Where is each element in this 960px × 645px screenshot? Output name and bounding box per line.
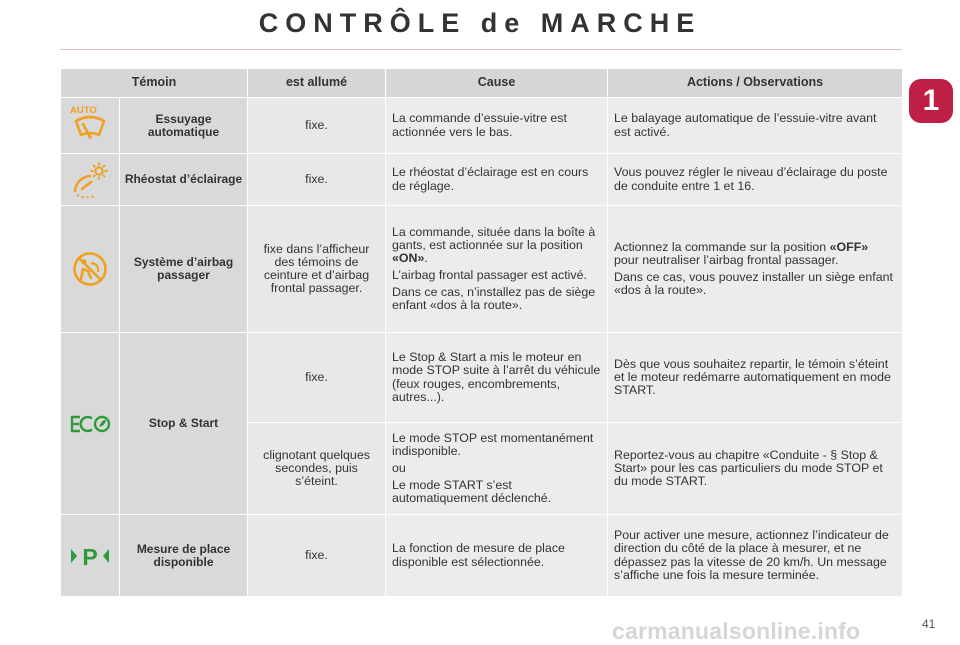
cause-cell [386, 206, 608, 333]
cause-text: ou [392, 460, 406, 475]
actions-cell [608, 206, 903, 333]
icon-cell [61, 154, 120, 206]
indicator-table [60, 68, 903, 597]
action-text: Actionnez la commande sur la position «OFF» pour neutraliser l’airbag frontal passager. [614, 239, 869, 267]
header-cause: Cause [386, 69, 608, 98]
indicator-name: Système d’airbag passager [120, 206, 248, 333]
lit-state: fixe. [248, 98, 386, 154]
indicator-name: Essuyage automatique [120, 98, 248, 154]
auto-wiper-icon [70, 115, 110, 145]
auto-label: AUTO [70, 104, 97, 116]
cause-text: La commande d’essuie-vitre est actionnée vers le bas. [392, 111, 567, 139]
cause-text: Le mode START s’est automatiquement déclenché. [392, 478, 552, 506]
lit-state: fixe. [248, 333, 386, 423]
table-row [61, 515, 903, 597]
cause-text: La commande, située dans la boîte à gants, est actionnée sur la position «ON». [392, 224, 596, 265]
indicator-name: Stop & Start [120, 333, 248, 515]
watermark: carmanualsonline.info [612, 618, 861, 644]
action-text: Pour activer une mesure, actionnez l’indicateur de direction du côté de la place à mesurer, et ne dépassez pas la vitesse de 20 km/h. Un message s’affiche une fois la mesure terminée. [614, 528, 889, 582]
indicator-name: Mesure de place disponible [120, 515, 248, 597]
page-number: 41 [922, 617, 936, 631]
lit-state: fixe. [248, 154, 386, 206]
cause-text: Le mode STOP est momentanément indisponible. [392, 430, 594, 458]
dimmer-icon [69, 162, 111, 198]
icon-cell [61, 515, 120, 597]
lit-state: fixe dans l’afficheur des témoins de ceinture et d’airbag frontal passager. [248, 206, 386, 333]
cause-cell [386, 154, 608, 206]
icon-cell [61, 206, 120, 333]
eco-icon [69, 413, 111, 435]
action-text: Dans ce cas, vous pouvez installer un siège enfant «dos à la route». [614, 270, 893, 298]
svg-text:P: P [82, 543, 98, 569]
icon-cell [61, 333, 120, 515]
chapter-badge: 1 [909, 79, 953, 123]
action-text: Reportez-vous au chapitre «Conduite - § Stop & Start» pour les cas particuliers du mode STOP et du mode START. [614, 447, 883, 488]
table-row [61, 154, 903, 206]
cause-cell [386, 333, 608, 423]
header-temoin: Témoin [61, 69, 248, 98]
cause-text: L’airbag frontal passager est activé. [392, 268, 587, 282]
actions-cell [608, 515, 903, 597]
actions-cell [608, 333, 903, 423]
table-row [61, 98, 903, 154]
actions-cell [608, 98, 903, 154]
cause-text: Dans ce cas, n’installez pas de siège enfant «dos à la route». [392, 285, 596, 313]
cause-cell [386, 98, 608, 154]
action-text: Vous pouvez régler le niveau d’éclairage du poste de conduite entre 1 et 16. [614, 165, 888, 193]
icon-cell [61, 98, 120, 154]
actions-cell [608, 423, 903, 515]
action-text: Le balayage automatique de l’essuie-vitre avant est activé. [614, 111, 877, 139]
cause-text: La fonction de mesure de place disponible est sélectionnée. [392, 541, 565, 569]
indicator-name: Rhéostat d’éclairage [120, 154, 248, 206]
table-row [61, 333, 903, 423]
cause-cell [386, 515, 608, 597]
cause-text: Le rhéostat d’éclairage est en cours de réglage. [392, 165, 589, 193]
title-divider [60, 49, 902, 50]
page-title: CONTRÔLE de MARCHE [258, 8, 702, 38]
actions-cell [608, 154, 903, 206]
header-actions: Actions / Observations [608, 69, 903, 98]
park-assist-icon [69, 543, 111, 569]
header-est-allume: est allumé [248, 69, 386, 98]
lit-state: clignotant quelques secondes, puis s’éteint. [248, 423, 386, 515]
action-text: Dès que vous souhaitez repartir, le témoin s’éteint et le moteur redémarre automatiquement en mode START. [614, 356, 891, 397]
lit-state: fixe. [248, 515, 386, 597]
table-header-row [61, 69, 903, 98]
airbag-off-icon [72, 251, 108, 287]
table-row [61, 206, 903, 333]
cause-cell [386, 423, 608, 515]
cause-text: Le Stop & Start a mis le moteur en mode STOP suite à l’arrêt du véhicule (feux rouges, encombrements, autres...). [392, 350, 601, 404]
